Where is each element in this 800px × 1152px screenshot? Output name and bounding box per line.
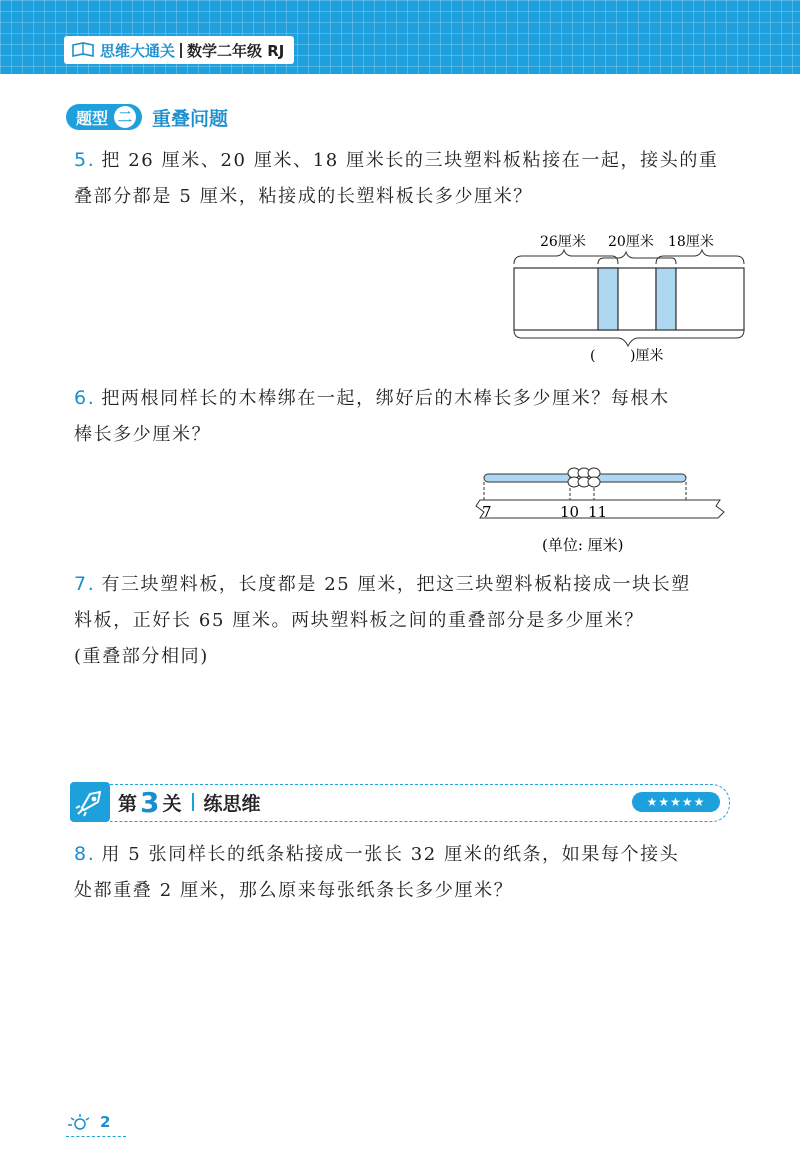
question-line bbox=[74, 179, 734, 215]
section-number: 3 bbox=[140, 785, 160, 819]
question-7 bbox=[74, 566, 734, 675]
question-text: 棒长多少厘米？ bbox=[74, 424, 212, 445]
topic-badge bbox=[66, 104, 142, 130]
board-c bbox=[676, 268, 744, 330]
question-text: (重叠部分相同) bbox=[74, 646, 209, 667]
section-title bbox=[118, 786, 261, 818]
page-number: 2 bbox=[100, 1113, 111, 1131]
subject-grade: 数学二年级 RJ bbox=[187, 41, 285, 60]
question-number: 5. bbox=[74, 149, 96, 171]
question-text: 用 5 张同样长的纸条粘接成一张长 32 厘米的纸条，如果每个接头 bbox=[101, 844, 680, 865]
footer-line bbox=[66, 1136, 126, 1138]
question-text: 有三块塑料板，长度都是 25 厘米，把这三块塑料板粘接成一块长塑 bbox=[101, 574, 691, 595]
question-text: 把 26 厘米、20 厘米、18 厘米长的三块塑料板粘接在一起，接头的重 bbox=[101, 150, 719, 171]
title-separator bbox=[180, 43, 182, 58]
question-line bbox=[74, 836, 734, 873]
section-divider bbox=[192, 793, 194, 811]
question-number: 7. bbox=[74, 573, 96, 595]
question-line bbox=[74, 873, 734, 909]
section-header bbox=[70, 780, 730, 824]
question-text: 料板，正好长 65 厘米。两块塑料板之间的重叠部分是多少厘米？ bbox=[74, 610, 644, 631]
book-series-title bbox=[64, 36, 294, 64]
figure-6-sticks-diagram bbox=[470, 460, 740, 560]
figure-5-overlap-diagram bbox=[500, 226, 760, 376]
question-line bbox=[74, 380, 734, 417]
section-suffix: 关 bbox=[162, 792, 182, 815]
question-8 bbox=[74, 836, 734, 909]
figure5-answer-close: )厘米 bbox=[630, 348, 664, 364]
question-line bbox=[74, 603, 734, 639]
brace-total bbox=[514, 330, 744, 346]
ruler-tick-7: 7 bbox=[482, 503, 492, 521]
brace-b bbox=[598, 252, 676, 264]
question-number: 6. bbox=[74, 387, 96, 409]
section-name: 练思维 bbox=[203, 792, 261, 815]
question-5 bbox=[74, 142, 734, 215]
topic-heading bbox=[66, 104, 228, 130]
book-icon bbox=[72, 42, 94, 58]
figure5-label-b: 20厘米 bbox=[608, 234, 654, 250]
rocket-icon bbox=[70, 782, 110, 822]
question-line bbox=[74, 142, 734, 179]
overlap-1 bbox=[598, 268, 618, 330]
figure6-unit: (单位: 厘米) bbox=[542, 536, 624, 554]
series-brand: 思维大通关 bbox=[100, 41, 176, 60]
question-text: 把两根同样长的木棒绑在一起，绑好后的木棒长多少厘米？每根木 bbox=[101, 388, 670, 409]
question-number: 8. bbox=[74, 843, 96, 865]
overlap-2 bbox=[656, 268, 676, 330]
rope-knot-icon bbox=[568, 468, 600, 487]
question-line bbox=[74, 639, 734, 675]
question-text: 处都重叠 2 厘米，那么原来每张纸条长多少厘米？ bbox=[74, 880, 514, 901]
question-text: 叠部分都是 5 厘米，粘接成的长塑料板长多少厘米？ bbox=[74, 186, 533, 207]
figure5-label-c: 18厘米 bbox=[668, 234, 714, 250]
sun-icon bbox=[66, 1112, 92, 1132]
page-footer bbox=[66, 1112, 110, 1132]
topic-title: 重叠问题 bbox=[152, 107, 229, 130]
question-line bbox=[74, 566, 734, 603]
topic-badge-label: 题型 bbox=[76, 108, 109, 128]
header-band bbox=[0, 0, 800, 74]
figure5-label-a: 26厘米 bbox=[540, 234, 586, 250]
figure5-answer-open: ( bbox=[590, 348, 596, 364]
ruler-tick-10: 10 bbox=[560, 503, 580, 521]
board-b-middle bbox=[618, 268, 656, 330]
question-line bbox=[74, 417, 734, 453]
difficulty-stars: ★★★★★ bbox=[632, 792, 720, 812]
section-icon-box bbox=[70, 782, 110, 822]
brace-a bbox=[514, 250, 618, 264]
ruler-tick-11: 11 bbox=[588, 503, 608, 521]
brace-c bbox=[656, 250, 744, 264]
section-prefix: 第 bbox=[118, 792, 138, 815]
question-6 bbox=[74, 380, 734, 453]
topic-badge-number: 二 bbox=[114, 106, 136, 128]
